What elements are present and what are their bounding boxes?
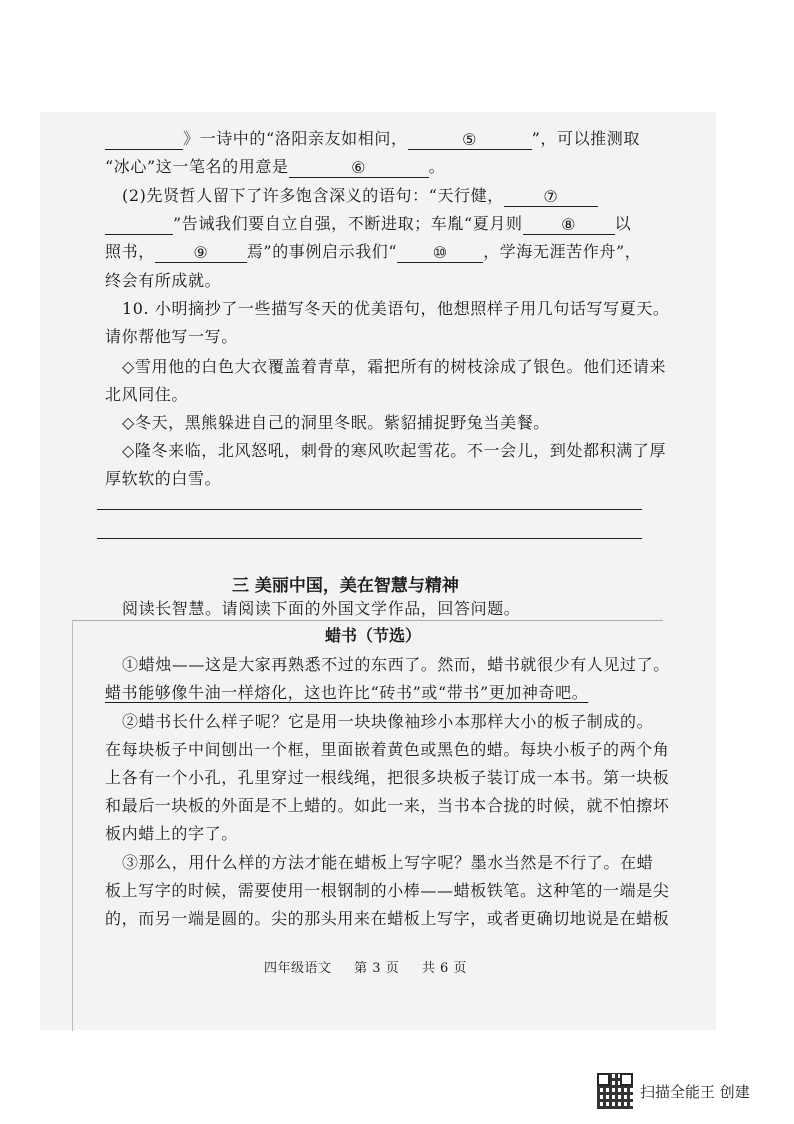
article-p3-line-1: ③那么，用什么样的方法才能在蜡板上写字呢？墨水当然是不行了。在蜡	[122, 853, 654, 872]
footer-subject: 四年级语文	[264, 961, 332, 976]
answer-line-1[interactable]	[97, 509, 642, 510]
article-p3-line-3: 的，而另一端是圆的。尖的那头用来在蜡板上写字，或者更确切地说是在蜡板	[105, 909, 670, 928]
answer-line-2[interactable]	[97, 538, 642, 539]
q9-line-6: 终会有所成就。	[105, 271, 222, 290]
q10-prompt-1: 10. 小明摘抄了一些描写冬天的优美语句，他想照样子用几句话写写夏天。	[122, 299, 670, 318]
q10-sample-3b: 厚软软的白雪。	[105, 469, 222, 488]
q9-line-3: (2)先贤哲人留下了许多饱含深义的语句：“天行健， ⑦	[122, 185, 598, 207]
q9-line-1: 》一诗中的“洛阳亲友如相问， ⑤ ”，可以推测取	[105, 128, 640, 150]
blank-8[interactable]: ⑧	[523, 214, 615, 235]
blank-6[interactable]: ⑥	[289, 157, 429, 178]
q9-line-5: 照书， ⑨ 焉”的事例启示我们“ ⑩ ，学海无涯苦作舟”，	[105, 242, 642, 262]
q10-sample-3a: ◇隆冬来临，北风怒吼，刺骨的寒风吹起雪花。不一会儿，到处都积满了厚	[122, 441, 667, 460]
article-p2-line-3: 上各有一个小孔，孔里穿过一根线绳，把很多块板子装订成一本书。第一块板	[105, 768, 670, 787]
article-p2-line-2: 在每块板子中间刨出一个框，里面嵌着黄色或黑色的蜡。每块小板子的两个角	[105, 740, 670, 759]
blank-10[interactable]: ⑩	[397, 242, 483, 263]
q10-sample-1a: ◇雪用他的白色大衣覆盖着青草，霜把所有的树枝涂成了银色。他们还请来	[122, 357, 667, 376]
q10-sample-2: ◇冬天，黑熊躲进自己的洞里冬眠。紫貂捕捉野兔当美餐。	[122, 413, 550, 432]
blank-5[interactable]: ⑤	[408, 129, 532, 150]
article-p2-line-5: 板内蜡上的字了。	[105, 824, 238, 843]
section-3-intro: 阅读长智慧。请阅读下面的外国文学作品，回答问题。	[122, 599, 521, 618]
article-p2-line-4: 和最后一块板的外面是不上蜡的。如此一来，当书本合拢的时候，就不怕擦坏	[105, 796, 670, 815]
footer-page: 第 3 页	[354, 961, 400, 976]
q9-line-4: ”告诫我们要自立自强，不断进取；车胤“夏月则 ⑧ 以	[105, 213, 631, 235]
q9-line-2: “冰心”这一笔名的用意是 ⑥ 。	[105, 157, 446, 177]
section-3-title: 三 美丽中国，美在智慧与精神	[232, 576, 459, 596]
blank-7b[interactable]	[105, 214, 173, 235]
q10-prompt-2: 请你帮他写一写。	[105, 327, 238, 346]
qr-code-icon	[597, 1073, 633, 1109]
article-p2-line-1: ②蜡书长什么样子呢？它是用一块块像袖珍小本那样大小的板子制成的。	[122, 712, 654, 731]
footer-total: 共 6 页	[421, 961, 467, 976]
blank-4[interactable]	[105, 129, 183, 150]
scanner-watermark: 扫描全能王 创建	[640, 1083, 750, 1101]
blank-9[interactable]: ⑨	[155, 242, 247, 263]
article-p1-line-1: ①蜡烛——这是大家再熟悉不过的东西了。然而，蜡书就很少有人见过了。	[122, 655, 670, 674]
article-title: 蜡书（节选）	[325, 626, 422, 645]
page-footer	[264, 957, 485, 976]
article-p1-line-2-underlined: 蜡书能够像牛油一样熔化，这也许比“砖书”或“带书”更加神奇吧。	[105, 683, 589, 702]
q10-sample-1b: 北风同住。	[105, 385, 189, 404]
article-p3-line-2: 板上写字的时候，需要使用一根钢制的小棒——蜡板铁笔。这种笔的一端是尖	[105, 881, 670, 900]
blank-7[interactable]: ⑦	[504, 186, 598, 207]
